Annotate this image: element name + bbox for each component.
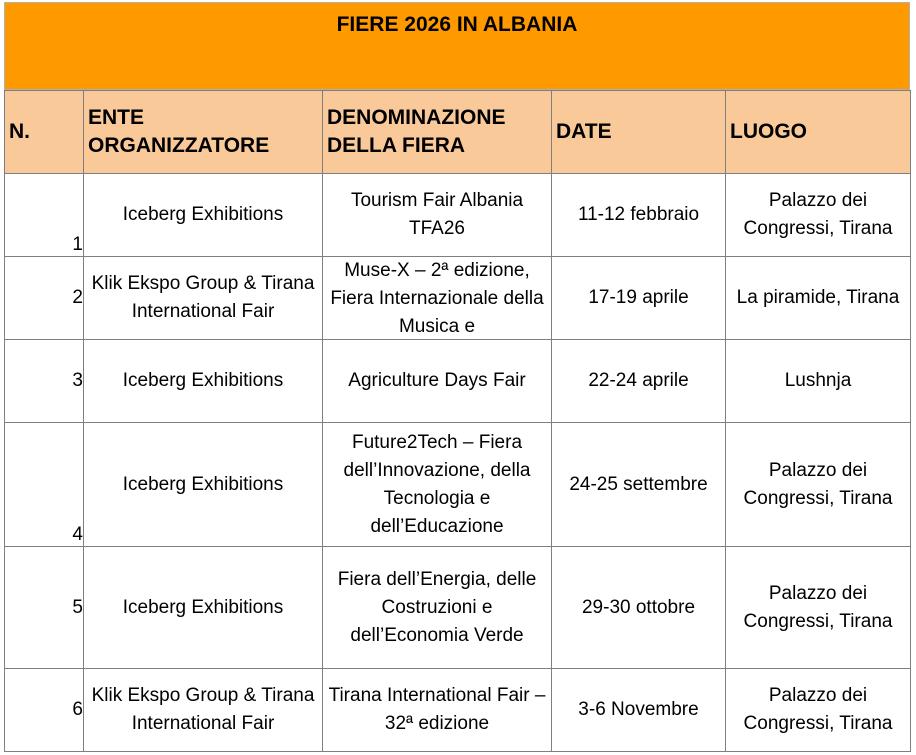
cell-luogo: Palazzo dei Congressi, Tirana xyxy=(726,174,911,257)
cell-n: 5 xyxy=(5,547,84,669)
header-denominazione: DENOMINAZIONE DELLA FIERA xyxy=(323,91,552,174)
cell-denominazione-text: Muse-X – 2ª edizione, Fiera Internazionale della Musica e xyxy=(330,260,544,337)
fiere-table xyxy=(4,90,911,752)
cell-denominazione: Future2Tech – Fiera dell’Innovazione, della Tecnologia e dell’Educazione xyxy=(323,423,552,547)
cell-date: 17-19 aprile xyxy=(552,257,726,340)
table-row xyxy=(5,423,911,547)
table-row xyxy=(5,547,911,669)
header-ente: ENTE ORGANIZZATORE xyxy=(84,91,323,174)
header-luogo: LUOGO xyxy=(726,91,911,174)
cell-n: 1 xyxy=(5,174,84,257)
cell-luogo: Palazzo dei Congressi, Tirana xyxy=(726,423,911,547)
title-bar xyxy=(4,2,910,90)
cell-date: 24-25 settembre xyxy=(552,423,726,547)
cell-ente: Iceberg Exhibitions xyxy=(84,174,323,257)
table-row xyxy=(5,340,911,423)
cell-ente: Klik Ekspo Group & Tirana International Fair xyxy=(84,669,323,752)
cell-n: 4 xyxy=(5,423,84,547)
cell-luogo: Palazzo dei Congressi, Tirana xyxy=(726,669,911,752)
header-n: N. xyxy=(5,91,84,174)
header-date: DATE xyxy=(552,91,726,174)
cell-luogo: Lushnja xyxy=(726,340,911,423)
table-row xyxy=(5,669,911,752)
cell-date: 3-6 Novembre xyxy=(552,669,726,752)
cell-luogo: Palazzo dei Congressi, Tirana xyxy=(726,547,911,669)
cell-date: 11-12 febbraio xyxy=(552,174,726,257)
cell-denominazione: Tirana International Fair – 32ª edizione xyxy=(323,669,552,752)
cell-denominazione: Tourism Fair Albania TFA26 xyxy=(323,174,552,257)
page-title: FIERE 2026 IN ALBANIA xyxy=(336,13,578,36)
cell-ente: Klik Ekspo Group & Tirana International Fair xyxy=(84,257,323,340)
cell-denominazione: Fiera dell’Energia, delle Costruzioni e dell’Economia Verde xyxy=(323,547,552,669)
cell-n: 3 xyxy=(5,340,84,423)
cell-date: 22-24 aprile xyxy=(552,340,726,423)
cell-luogo: La piramide, Tirana xyxy=(726,257,911,340)
cell-date: 29-30 ottobre xyxy=(552,547,726,669)
cell-denominazione xyxy=(323,257,552,340)
cell-ente: Iceberg Exhibitions xyxy=(84,423,323,547)
table-row xyxy=(5,174,911,257)
header-row xyxy=(5,91,911,174)
cell-n: 6 xyxy=(5,669,84,752)
cell-ente: Iceberg Exhibitions xyxy=(84,340,323,423)
cell-n: 2 xyxy=(5,257,84,340)
table-row xyxy=(5,257,911,340)
cell-denominazione: Agriculture Days Fair xyxy=(323,340,552,423)
cell-ente: Iceberg Exhibitions xyxy=(84,547,323,669)
